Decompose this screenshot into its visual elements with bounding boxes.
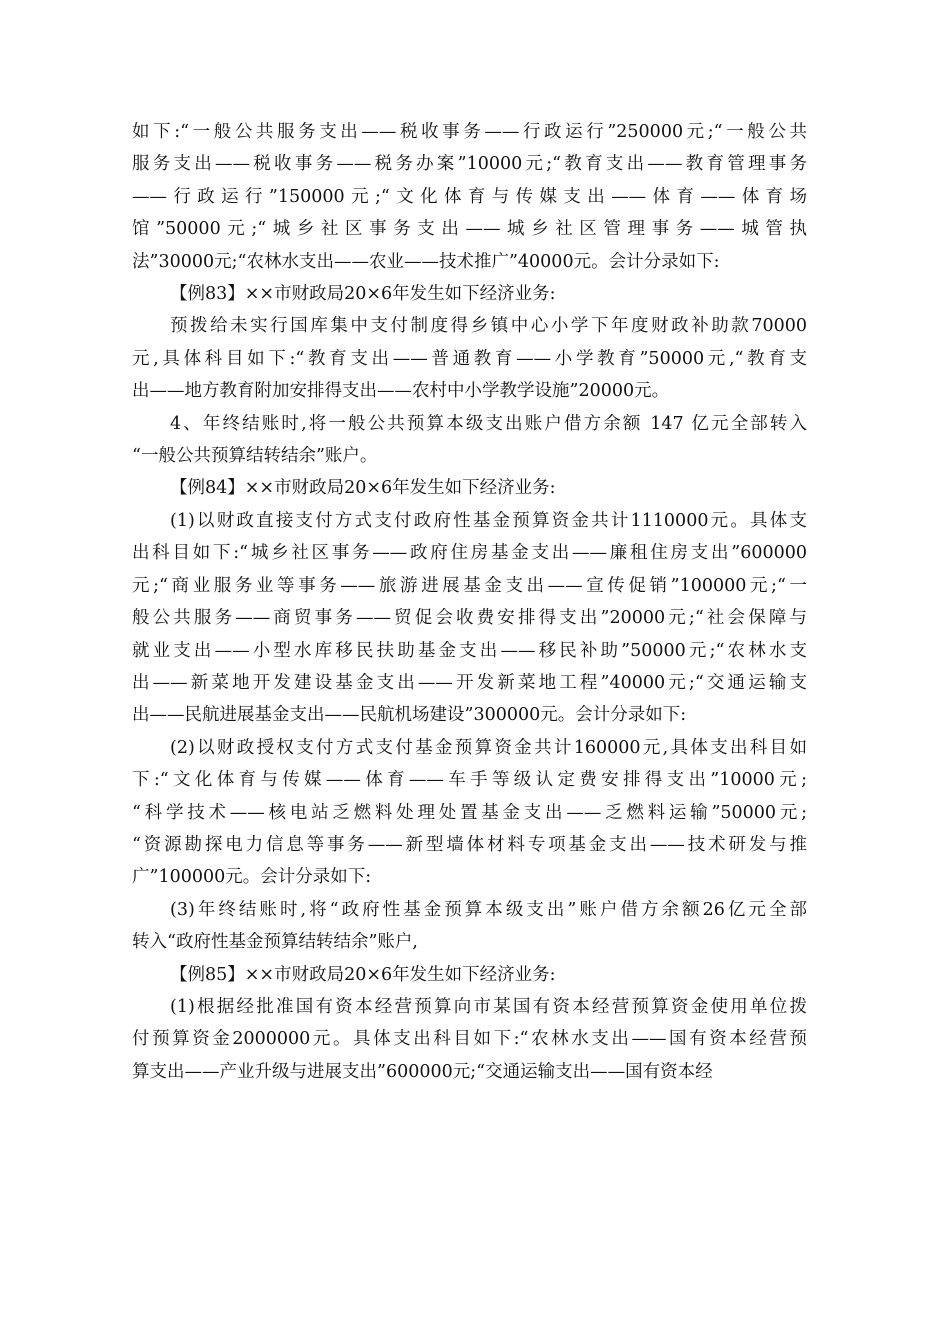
- paragraph-continued-expenditures: [132, 116, 807, 278]
- text-line: 出——民航进展基金支出——民航机场建设”300000元。会计分录如下:: [132, 705, 687, 726]
- example-84-item-3: [132, 894, 807, 959]
- text-line: 就业支出——小型水库移民扶助基金支出——移民补助”50000元;“农林水支: [132, 640, 807, 661]
- text-line: 广”100000元。会计分录如下:: [132, 867, 372, 888]
- text-line: 出——新菜地开发建设基金支出——开发新菜地工程”40000元;“交通运输支: [132, 672, 807, 693]
- text-line: 转入“政府性基金预算结转结余”账户,: [132, 932, 418, 953]
- text-line: 法”30000元;“农林水支出——农业——技术推广”40000元。会计分录如下:: [132, 251, 720, 272]
- text-line: (1)以财政直接支付方式支付政府性基金预算资金共计1110000元。具体支: [170, 510, 807, 531]
- example-84-heading: [132, 472, 807, 504]
- text-line: 服务支出——税收事务——税务办案”10000元;“教育支出——教育管理事务: [132, 154, 807, 175]
- example-84-item-2: [132, 732, 807, 894]
- example-85-heading: [132, 959, 807, 991]
- example-85-item-1: [132, 991, 807, 1088]
- text-line: 元;“商业服务业等事务——旅游进展基金支出——宣传促销”100000元;“一: [132, 575, 807, 596]
- text-line: 馆”50000元;“城乡社区事务支出——城乡社区管理事务——城管执: [132, 219, 807, 240]
- text-line: 4、年终结账时,将一般公共预算本级支出账户借方余额 147 亿元全部转入: [170, 413, 807, 434]
- text-line: 【例83】××市财政局20×6年发生如下经济业务:: [170, 284, 556, 305]
- example-83-heading: [132, 278, 807, 310]
- text-line: 下:“文化体育与传媒——体育——车手等级认定费安排得支出”10000元;: [132, 770, 807, 791]
- text-line: 出科目如下:“城乡社区事务——政府住房基金支出——廉租住房支出”600000: [132, 543, 807, 564]
- text-line: 般公共服务——商贸事务——贸促会收费安排得支出”20000元;“社会保障与: [132, 608, 807, 629]
- text-line: (3)年终结账时,将“政府性基金预算本级支出”账户借方余额26亿元全部: [170, 899, 807, 920]
- text-line: 【例84】××市财政局20×6年发生如下经济业务:: [170, 478, 556, 499]
- text-line: 元,具体科目如下:“教育支出——普通教育——小学教育”50000元,“教育支: [132, 348, 807, 369]
- text-line: 【例85】××市财政局20×6年发生如下经济业务:: [170, 964, 556, 985]
- text-line: 付预算资金2000000元。具体支出科目如下:“农林水支出——国有资本经营预: [132, 1029, 807, 1050]
- example-83-body: [132, 310, 807, 407]
- text-line: 预拨给未实行国库集中支付制度得乡镇中心小学下年度财政补助款70000: [170, 316, 807, 337]
- text-line: “一般公共预算结转结余”账户。: [132, 446, 378, 467]
- document-body: [132, 116, 807, 1088]
- text-line: ——行政运行”150000元;“文化体育与传媒支出——体育——体育场: [132, 186, 807, 207]
- text-line: 出——地方教育附加安排得支出——农村中小学教学设施”20000元。: [132, 381, 670, 402]
- text-line: “科学技术——核电站乏燃料处理处置基金支出——乏燃料运输”50000元;: [132, 802, 807, 823]
- text-line: (2)以财政授权支付方式支付基金预算资金共计160000元,具体支出科目如: [170, 737, 807, 758]
- text-line: (1)根据经批准国有资本经营预算向市某国有资本经营预算资金使用单位拨: [170, 996, 807, 1017]
- text-line: “资源勘探电力信息等事务——新型墙体材料专项基金支出——技术研发与推: [132, 834, 807, 855]
- text-line: 算支出——产业升级与进展支出”600000元;“交通运输支出——国有资本经: [132, 1061, 713, 1082]
- example-84-item-1: [132, 505, 807, 732]
- text-line: 如下:“一般公共服务支出——税收事务——行政运行”250000元;“一般公共: [132, 122, 807, 142]
- paragraph-item-4: [132, 408, 807, 473]
